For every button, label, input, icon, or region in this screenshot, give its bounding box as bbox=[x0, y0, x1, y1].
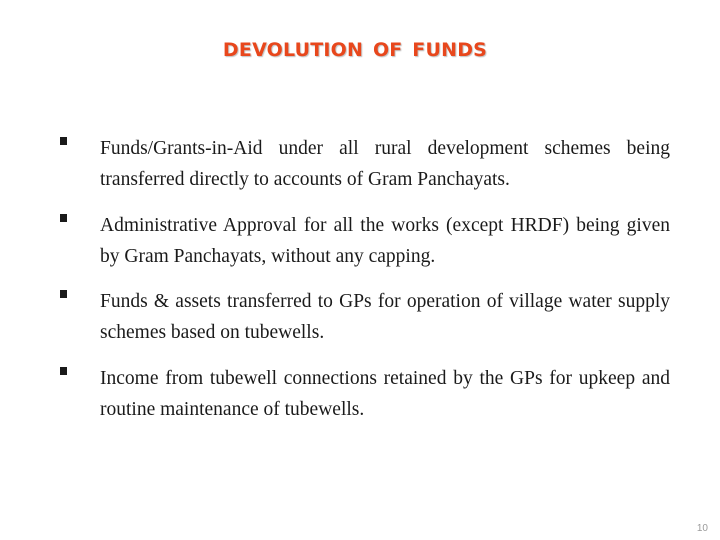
square-bullet-icon bbox=[60, 290, 67, 298]
bullet-text: Income from tubewell connections retained by the GPs for upkeep and routine maintenance of tubewells. bbox=[100, 368, 670, 420]
square-bullet-icon bbox=[60, 367, 67, 375]
bullet-text: Administrative Approval for all the works (except HRDF) being given by Gram Panchayats, without any capping. bbox=[100, 215, 670, 267]
square-bullet-icon bbox=[60, 214, 67, 222]
slide-title: DEVOLUTION OF FUNDS bbox=[222, 39, 488, 61]
bullet-text: Funds/Grants-in-Aid under all rural development schemes being transferred directly to accounts of Gram Panchayats. bbox=[100, 138, 670, 190]
page-number: 10 bbox=[696, 523, 708, 534]
square-bullet-icon bbox=[60, 137, 67, 145]
bullet-text: Funds & assets transferred to GPs for operation of village water supply schemes based on tubewells. bbox=[100, 291, 670, 343]
